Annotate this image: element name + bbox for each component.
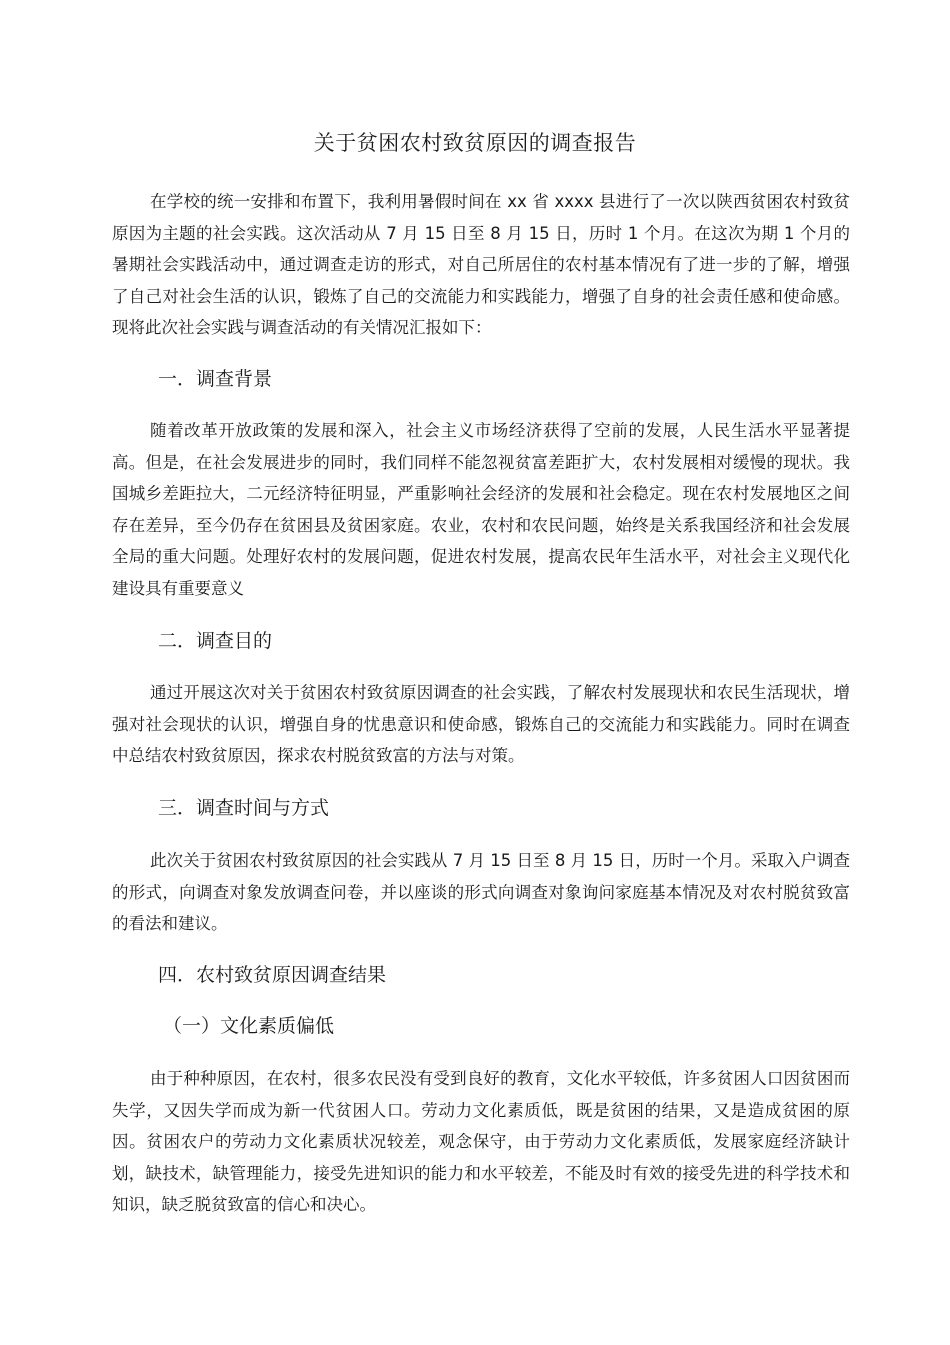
section-heading-time-method: 三．调查时间与方式 bbox=[158, 797, 330, 819]
intro-paragraph: 在学校的统一安排和布置下，我利用暑假时间在 xx 省 xxxx 县进行了一次以陕西贫困农村致贫原因为主题的社会实践。这次活动从 7 月 15 日至 8 月 15 日，历时 1 个月。在这次为期 1 个月的暑期社会实践活动中，通过调查走访的形式，对自己所居住的农村基本情况有了进一步的了解，增强了自己对社会生活的认识，锻炼了自己的交流能力和实践能力，增强了自身的社会责任感和使命感。现将此次社会实践与调查活动的有关情况汇报如下： bbox=[112, 192, 850, 338]
section-body-background: 随着改革开放政策的发展和深入，社会主义市场经济获得了空前的发展，人民生活水平显著提高。但是，在社会发展进步的同时，我们同样不能忽视贫富差距扩大，农村发展相对缓慢的现状。我国城乡差距拉大，二元经济特征明显，严重影响社会经济的发展和社会稳定。现在农村发展地区之间存在差异，至今仍存在贫困县及贫困家庭。农业，农村和农民问题，始终是关系我国经济和社会发展全局的重大问题。处理好农村的发展问题，促进农村发展，提高农民年生活水平，对社会主义现代化建设具有重要意义 bbox=[112, 421, 850, 598]
section-body-time-method: 此次关于贫困农村致贫原因的社会实践从 7 月 15 日至 8 月 15 日，历时一个月。采取入户调查的形式，向调查对象发放调查问卷，并以座谈的形式向调查对象询问家庭基本情况及对农村脱贫致富的看法和建议。 bbox=[112, 851, 850, 934]
section-body-purpose: 通过开展这次对关于贫困农村致贫原因调查的社会实践，了解农村发展现状和农民生活现状，增强对社会现状的认识，增强自身的忧患意识和使命感，锻炼自己的交流能力和实践能力。同时在调查中总结农村致贫原因，探求农村脱贫致富的方法与对策。 bbox=[112, 683, 850, 766]
section-heading-purpose: 二．调查目的 bbox=[158, 630, 273, 652]
section-heading-background: 一．调查背景 bbox=[158, 368, 273, 390]
section-heading-results: 四．农村致贫原因调查结果 bbox=[158, 964, 387, 986]
document-title: 关于贫困农村致贫原因的调查报告 bbox=[313, 131, 637, 155]
section-body-education: 由于种种原因，在农村，很多农民没有受到良好的教育，文化水平较低，许多贫困人口因贫困而失学，又因失学而成为新一代贫困人口。劳动力文化素质低，既是贫困的结果，又是造成贫困的原因。贫困农户的劳动力文化素质状况较差，观念保守，由于劳动力文化素质低，发展家庭经济缺计划，缺技术，缺管理能力，接受先进知识的能力和水平较差，不能及时有效的接受先进的科学技术和知识，缺乏脱贫致富的信心和决心。 bbox=[112, 1069, 850, 1215]
subsection-heading-education: （一）文化素质偏低 bbox=[163, 1015, 335, 1037]
